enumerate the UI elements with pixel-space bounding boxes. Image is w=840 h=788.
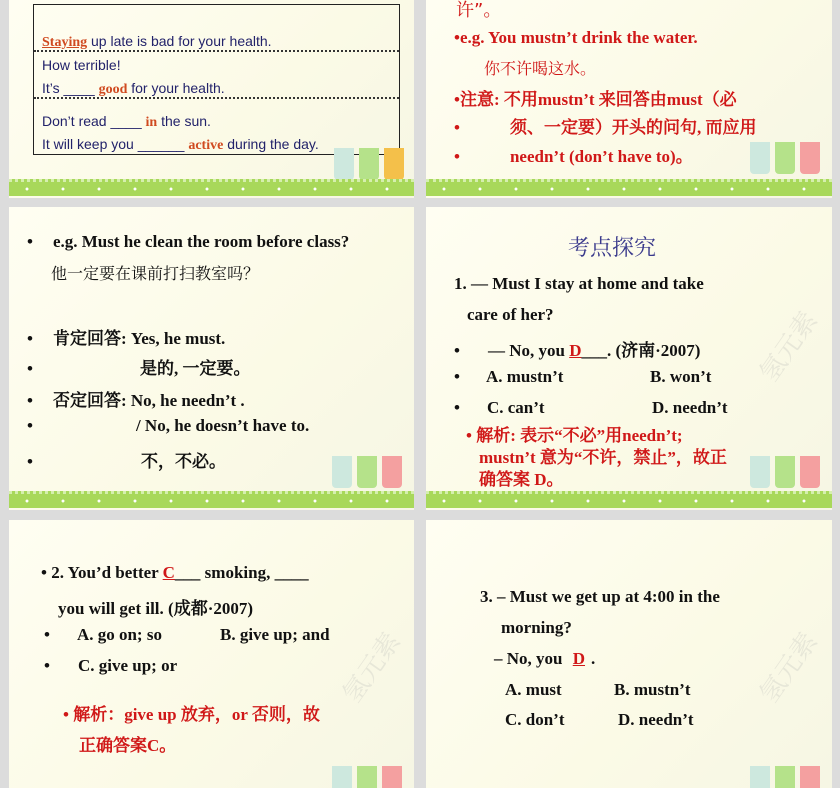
- answer: Staying: [42, 35, 88, 50]
- explanation: • 解析: 表示“不必”用needn’t;: [466, 426, 683, 445]
- negative-answer: 否定回答: No, he needn’t .: [52, 391, 245, 410]
- slide-5[interactable]: [9, 520, 414, 788]
- option-a: A. mustn’t: [485, 367, 564, 386]
- explanation: 正确答案C。: [79, 736, 177, 755]
- question: 1. — Must I stay at home and take: [454, 274, 704, 293]
- bullet: •: [454, 367, 460, 386]
- question: — No, you: [487, 341, 570, 360]
- explanation: mustn’t 意为“不许，禁止”，故正: [479, 448, 727, 467]
- question: .: [591, 649, 596, 668]
- slide-4[interactable]: [426, 207, 832, 510]
- watermark: 氢元素: [337, 627, 407, 709]
- translation: 你不许喝这水。: [484, 59, 597, 78]
- flower-pots-icon: [748, 718, 828, 788]
- option-a: A. go on; so: [76, 625, 162, 644]
- sentence: the sun.: [161, 113, 211, 129]
- bullet: •: [27, 329, 33, 348]
- flower-pots-icon: [330, 408, 410, 488]
- bullet: •: [27, 452, 33, 471]
- sentence: How terrible!: [42, 57, 121, 73]
- bullet: •: [27, 391, 33, 410]
- question: 3. – Must we get up at 4:00 in the: [480, 587, 720, 606]
- option-b: B. won’t: [650, 367, 712, 386]
- sentence: It’s ____: [42, 80, 95, 96]
- slide-3[interactable]: [9, 207, 414, 510]
- answer: in: [145, 115, 158, 130]
- option-b: B. mustn’t: [614, 680, 691, 699]
- flower-pots-icon: [748, 94, 828, 174]
- option-d: D. needn’t: [652, 398, 728, 417]
- note: •注意: 不用mustn’t 来回答由must（必: [454, 90, 737, 109]
- option-c: C. don’t: [505, 710, 565, 729]
- watermark: 氢元素: [754, 306, 824, 388]
- translation: 是的, 一定要。: [139, 359, 251, 378]
- slide-title: 考点探究: [568, 236, 657, 261]
- green-band: [426, 491, 832, 508]
- bullet: •: [44, 625, 50, 644]
- question: • 2. You’d better: [41, 563, 163, 582]
- watermark: 氢元素: [754, 627, 824, 709]
- answer: C: [162, 563, 175, 582]
- negative-answer: / No, he doesn’t have to.: [135, 416, 310, 435]
- bullet: •: [27, 359, 33, 378]
- question: ___. (济南·2007): [581, 341, 701, 360]
- example-sentence: e.g. Must he clean the room before class?: [52, 232, 350, 251]
- translation: 他一定要在课前打扫教室吗？: [51, 264, 260, 283]
- sentence: for your health.: [131, 80, 225, 96]
- text-line: 许”。: [456, 0, 502, 21]
- question: care of her?: [467, 305, 554, 324]
- slide-6[interactable]: [426, 520, 832, 788]
- green-band: [426, 179, 832, 196]
- option-a: A. must: [505, 680, 562, 699]
- question: morning?: [501, 618, 572, 637]
- example-sentence: •e.g. You mustn’t drink the water.: [454, 28, 698, 47]
- flower-pots-icon: [332, 100, 412, 180]
- green-band: [9, 491, 414, 508]
- bullet: •: [454, 398, 460, 417]
- translation: 不，不必。: [140, 452, 226, 471]
- option-c: C. give up; or: [77, 656, 178, 675]
- sentence: It will keep you ______: [42, 136, 185, 152]
- explanation: 确答案 D。: [479, 470, 564, 489]
- question: you will get ill. (成都·2007): [58, 599, 254, 618]
- answer: good: [98, 82, 128, 97]
- flower-pots-icon: [748, 408, 828, 488]
- bullet: •: [454, 147, 460, 166]
- answer: active: [188, 138, 224, 153]
- note: 须、一定要）开头的问句, 而应用: [509, 118, 757, 137]
- note: needn’t (don’t have to)。: [509, 147, 693, 166]
- answer: D: [569, 341, 582, 360]
- bullet: •: [27, 416, 33, 435]
- bullet: •: [27, 232, 33, 251]
- bullet: •: [44, 656, 50, 675]
- slide-1[interactable]: [9, 0, 414, 198]
- sentence: Don’t read ____: [42, 113, 142, 129]
- bullet: •: [454, 341, 460, 360]
- answer: D: [572, 649, 586, 668]
- slide-2[interactable]: [426, 0, 832, 198]
- option-b: B. give up; and: [220, 625, 330, 644]
- question: ___ smoking, ____: [174, 563, 309, 582]
- option-d: D. needn’t: [618, 710, 694, 729]
- positive-answer: 肯定回答: Yes, he must.: [52, 329, 226, 348]
- option-c: C. can’t: [486, 398, 545, 417]
- bullet: •: [454, 118, 460, 137]
- question: – No, you: [494, 649, 567, 668]
- flower-pots-icon: [330, 718, 410, 788]
- sentence: during the day.: [227, 136, 319, 152]
- green-band: [9, 179, 414, 196]
- sentence: up late is bad for your health.: [91, 33, 272, 49]
- explanation: • 解析：give up 放弃，or 否则，故: [63, 705, 320, 724]
